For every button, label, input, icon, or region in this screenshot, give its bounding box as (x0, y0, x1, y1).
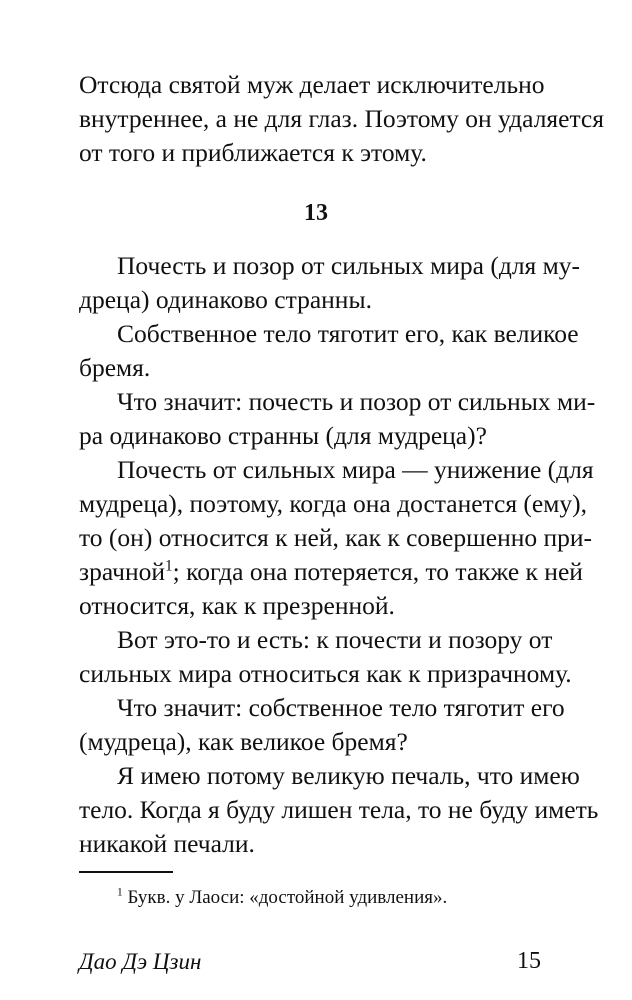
footnote-divider (79, 871, 173, 873)
text-line: от того и приближается к этому. (79, 138, 427, 167)
text-fragment: зрачной (79, 557, 165, 586)
text-line: Почесть от сильных мира — унижение (для (117, 455, 594, 484)
text-line: никакой печали. (79, 829, 255, 858)
text-line: Что значит: почесть и позор от сильных ми- (117, 387, 596, 416)
text-fragment: ; когда она потеряется, то также к ней (172, 557, 583, 586)
text-line: Почесть и позор от сильных мира (для му- (117, 251, 581, 280)
footnote (117, 886, 447, 910)
footnote-marker: 1 (117, 886, 123, 899)
footnote-reference: 1 (165, 557, 173, 575)
text-line: ра одинаково странны (для мудреца)? (79, 421, 487, 450)
text-line: бремя. (79, 353, 151, 382)
text-line: дреца) одинаково странны. (79, 285, 372, 314)
footnote-text: Букв. у Лаоси: «достойной удивления». (122, 887, 448, 908)
chapter-number: 13 (304, 200, 328, 226)
text-line: мудреца), поэтому, когда она достанется (ему), (79, 489, 587, 518)
text-line: сильных мира относиться как к призрачному. (79, 659, 572, 688)
text-line-with-footnote (79, 557, 583, 587)
text-line: Собственное тело тяготит его, как великое (117, 319, 579, 348)
running-title: Дао Дэ Цзин (79, 949, 202, 974)
text-line: Отсюда святой муж делает исключительно (79, 70, 545, 99)
text-line: Вот это-то и есть: к почести и позору от (117, 625, 553, 654)
text-line: Я имею потому великую печаль, что имею (117, 761, 580, 790)
text-line: внутреннее, а не для глаз. Поэтому он удаляется (79, 104, 604, 133)
text-line: относится, как к презренной. (79, 591, 395, 620)
text-line: тело. Когда я буду лишен тела, то не буду иметь (79, 795, 599, 824)
text-line: то (он) относится к ней, как к совершенно при- (79, 523, 593, 552)
text-line: Что значит: собственное тело тяготит его (117, 693, 565, 722)
text-line: (мудреца), как великое бремя? (79, 727, 408, 756)
page-number: 15 (517, 948, 541, 974)
